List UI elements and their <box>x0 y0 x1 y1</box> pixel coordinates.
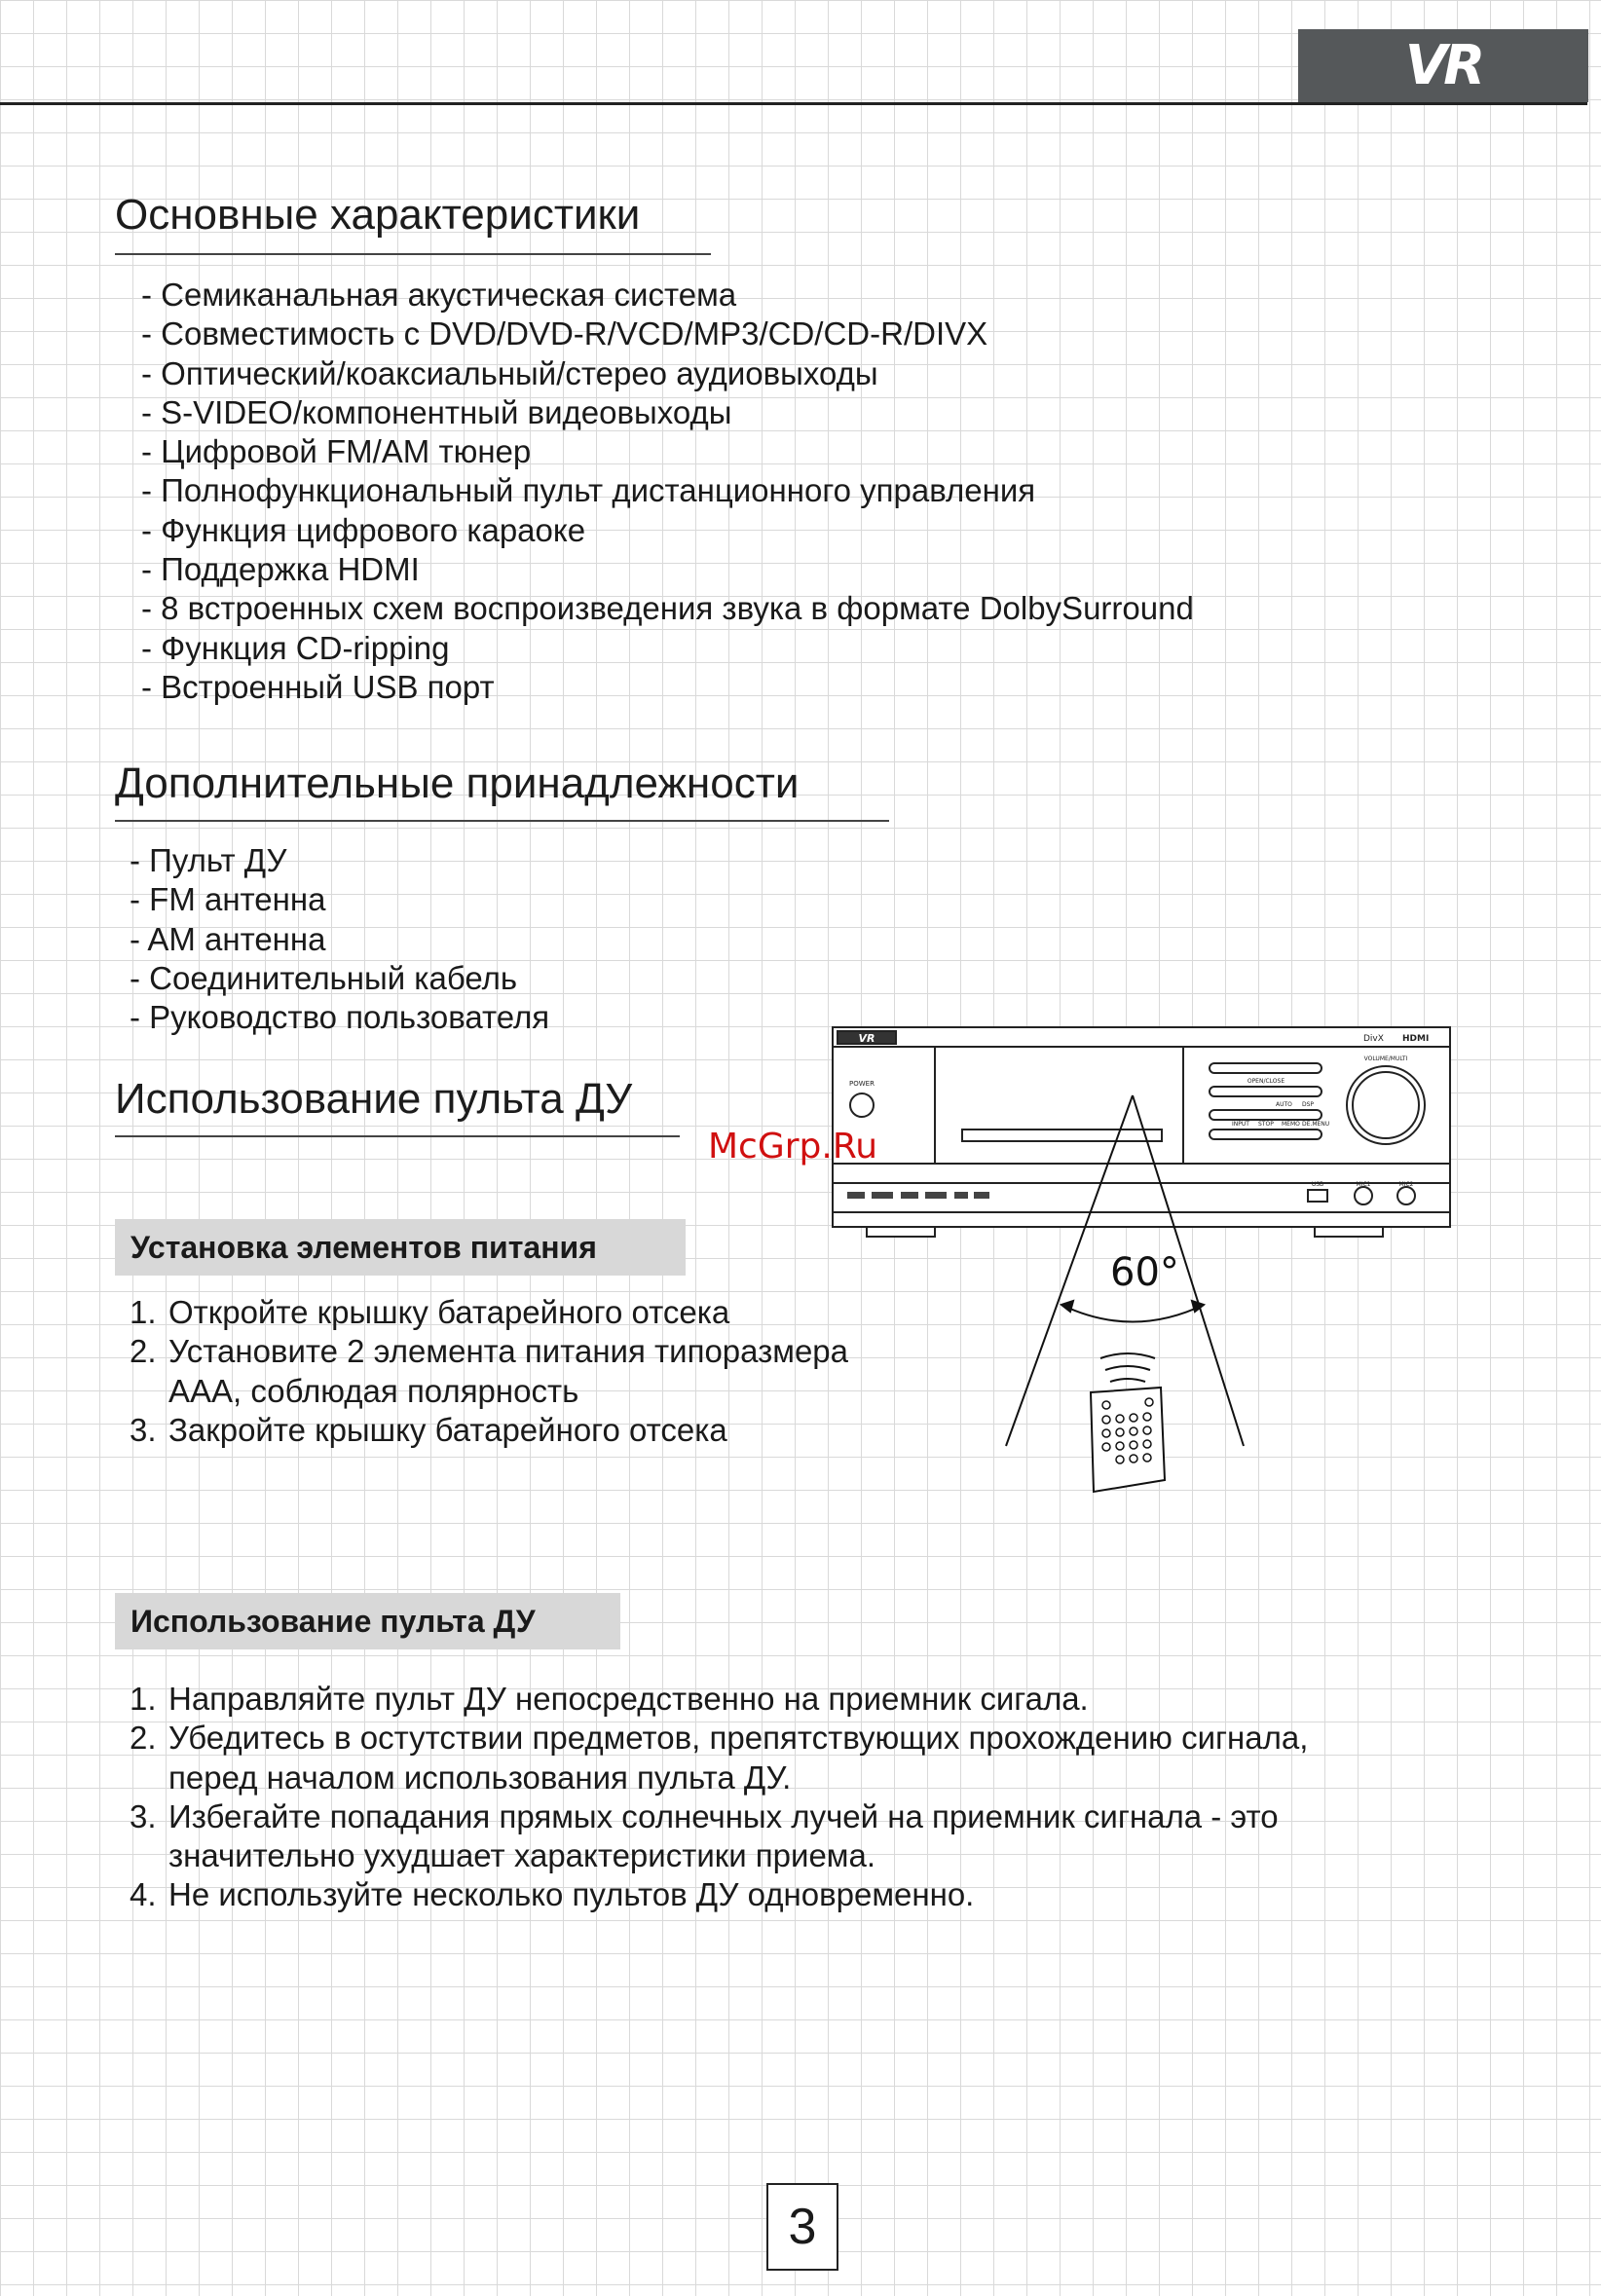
list-item: 3. Закройте крышку батарейного отсека <box>130 1411 727 1448</box>
auto-label: AUTO <box>1276 1101 1292 1108</box>
watermark: McGrp.Ru <box>708 1127 878 1167</box>
disc-tray <box>962 1129 1162 1141</box>
list-item: - Полнофункциональный пульт дистанционного управления <box>141 472 1036 509</box>
header-rule <box>0 102 1587 105</box>
list-item: - Пульт ДУ <box>130 842 287 878</box>
receiver-foot-right <box>1315 1227 1383 1237</box>
list-item: - AM антенна <box>130 920 326 957</box>
battery-steps <box>130 1293 848 1450</box>
dsp-label: DSP <box>1302 1101 1315 1108</box>
accessories-heading-underline <box>115 820 889 822</box>
list-item: - Цифровой FM/AM тюнер <box>141 433 532 470</box>
list-item: - 8 встроенных схем воспроизведения звука в формате DolbySurround <box>141 590 1194 627</box>
list-item: 2. Установите 2 элемента питания типоразмера AAA, соблюдая полярность <box>130 1333 849 1409</box>
usage-steps <box>130 1680 1308 1915</box>
mic2-jack <box>1397 1187 1415 1204</box>
list-item: - Встроенный USB порт <box>141 668 495 705</box>
list-item: 1. Откройте крышку батарейного отсека <box>130 1294 730 1330</box>
mic1-jack <box>1355 1187 1372 1204</box>
remote-heading: Использование пульта ДУ <box>115 1075 633 1123</box>
remote-heading-underline <box>115 1135 680 1137</box>
stop-label: STOP <box>1258 1121 1274 1128</box>
brand-logo-text: VR <box>1404 34 1482 97</box>
list-item: - Поддержка HDMI <box>141 551 420 588</box>
brand-logo <box>1298 29 1588 102</box>
list-item: - FM антенна <box>130 881 326 918</box>
demenu-label: DE.MENU <box>1302 1121 1330 1128</box>
mic1-label: MIC1 <box>1356 1181 1371 1188</box>
usb-label: USB <box>1311 1181 1324 1188</box>
list-item: - S-VIDEO/компонентный видеовыходы <box>141 393 732 430</box>
angle-arc <box>1061 1305 1204 1322</box>
remote-control-icon <box>1091 1353 1165 1492</box>
usage-subheading: Использование пульта ДУ <box>115 1593 620 1649</box>
angle-label: 60° <box>1110 1250 1179 1295</box>
accessories-list <box>130 841 549 1037</box>
open-close-label: OPEN/CLOSE <box>1247 1078 1285 1085</box>
list-item: 2. Убедитесь в остутствии предметов, препятствующих прохождению сигнала, перед началом использования пульта ДУ. <box>130 1720 1309 1796</box>
receiver-logo-text: VR <box>858 1032 875 1045</box>
input-label: INPUT <box>1232 1121 1249 1128</box>
list-item: 1. Направляйте пульт ДУ непосредственно на приемник сигала. <box>130 1681 1089 1717</box>
divx-label: DivX <box>1363 1034 1384 1044</box>
list-item: - Совместимость с DVD/DVD-R/VCD/MP3/CD/CD-R/DIVX <box>141 315 988 352</box>
mic2-label: MIC2 <box>1398 1181 1414 1188</box>
battery-subheading: Установка элементов питания <box>115 1219 686 1276</box>
list-item: - Соединительный кабель <box>130 959 518 996</box>
memo-label: MEMO <box>1282 1121 1300 1128</box>
list-item: - Семиканальная акустическая система <box>141 277 737 313</box>
power-label: POWER <box>849 1080 875 1088</box>
list-item: - Функция цифрового караоке <box>141 511 586 548</box>
usb-port <box>1308 1190 1327 1202</box>
features-heading: Основные характеристики <box>115 191 641 239</box>
list-item: - Руководство пользователя <box>130 999 550 1036</box>
receiver-remote-illustration <box>818 1013 1461 1500</box>
page-number: 3 <box>766 2183 838 2271</box>
list-item: - Оптический/коаксиальный/стерео аудиовыходы <box>141 354 878 391</box>
features-list <box>141 276 1194 707</box>
power-button <box>850 1093 874 1117</box>
accessories-heading: Дополнительные принадлежности <box>115 759 800 807</box>
list-item: 4. Не используйте несколько пультов ДУ одновременно. <box>130 1876 975 1913</box>
volume-label: VOLUME/MULTI <box>1363 1055 1408 1062</box>
list-item: 3. Избегайте попадания прямых солнечных лучей на приемник сигнала - это значительно ухудшает характеристики приема. <box>130 1797 1279 1874</box>
list-item: - Функция CD-ripping <box>141 629 450 666</box>
features-heading-underline <box>115 253 711 255</box>
hdmi-label: HDMI <box>1402 1034 1430 1044</box>
receiver-foot-left <box>867 1227 935 1237</box>
